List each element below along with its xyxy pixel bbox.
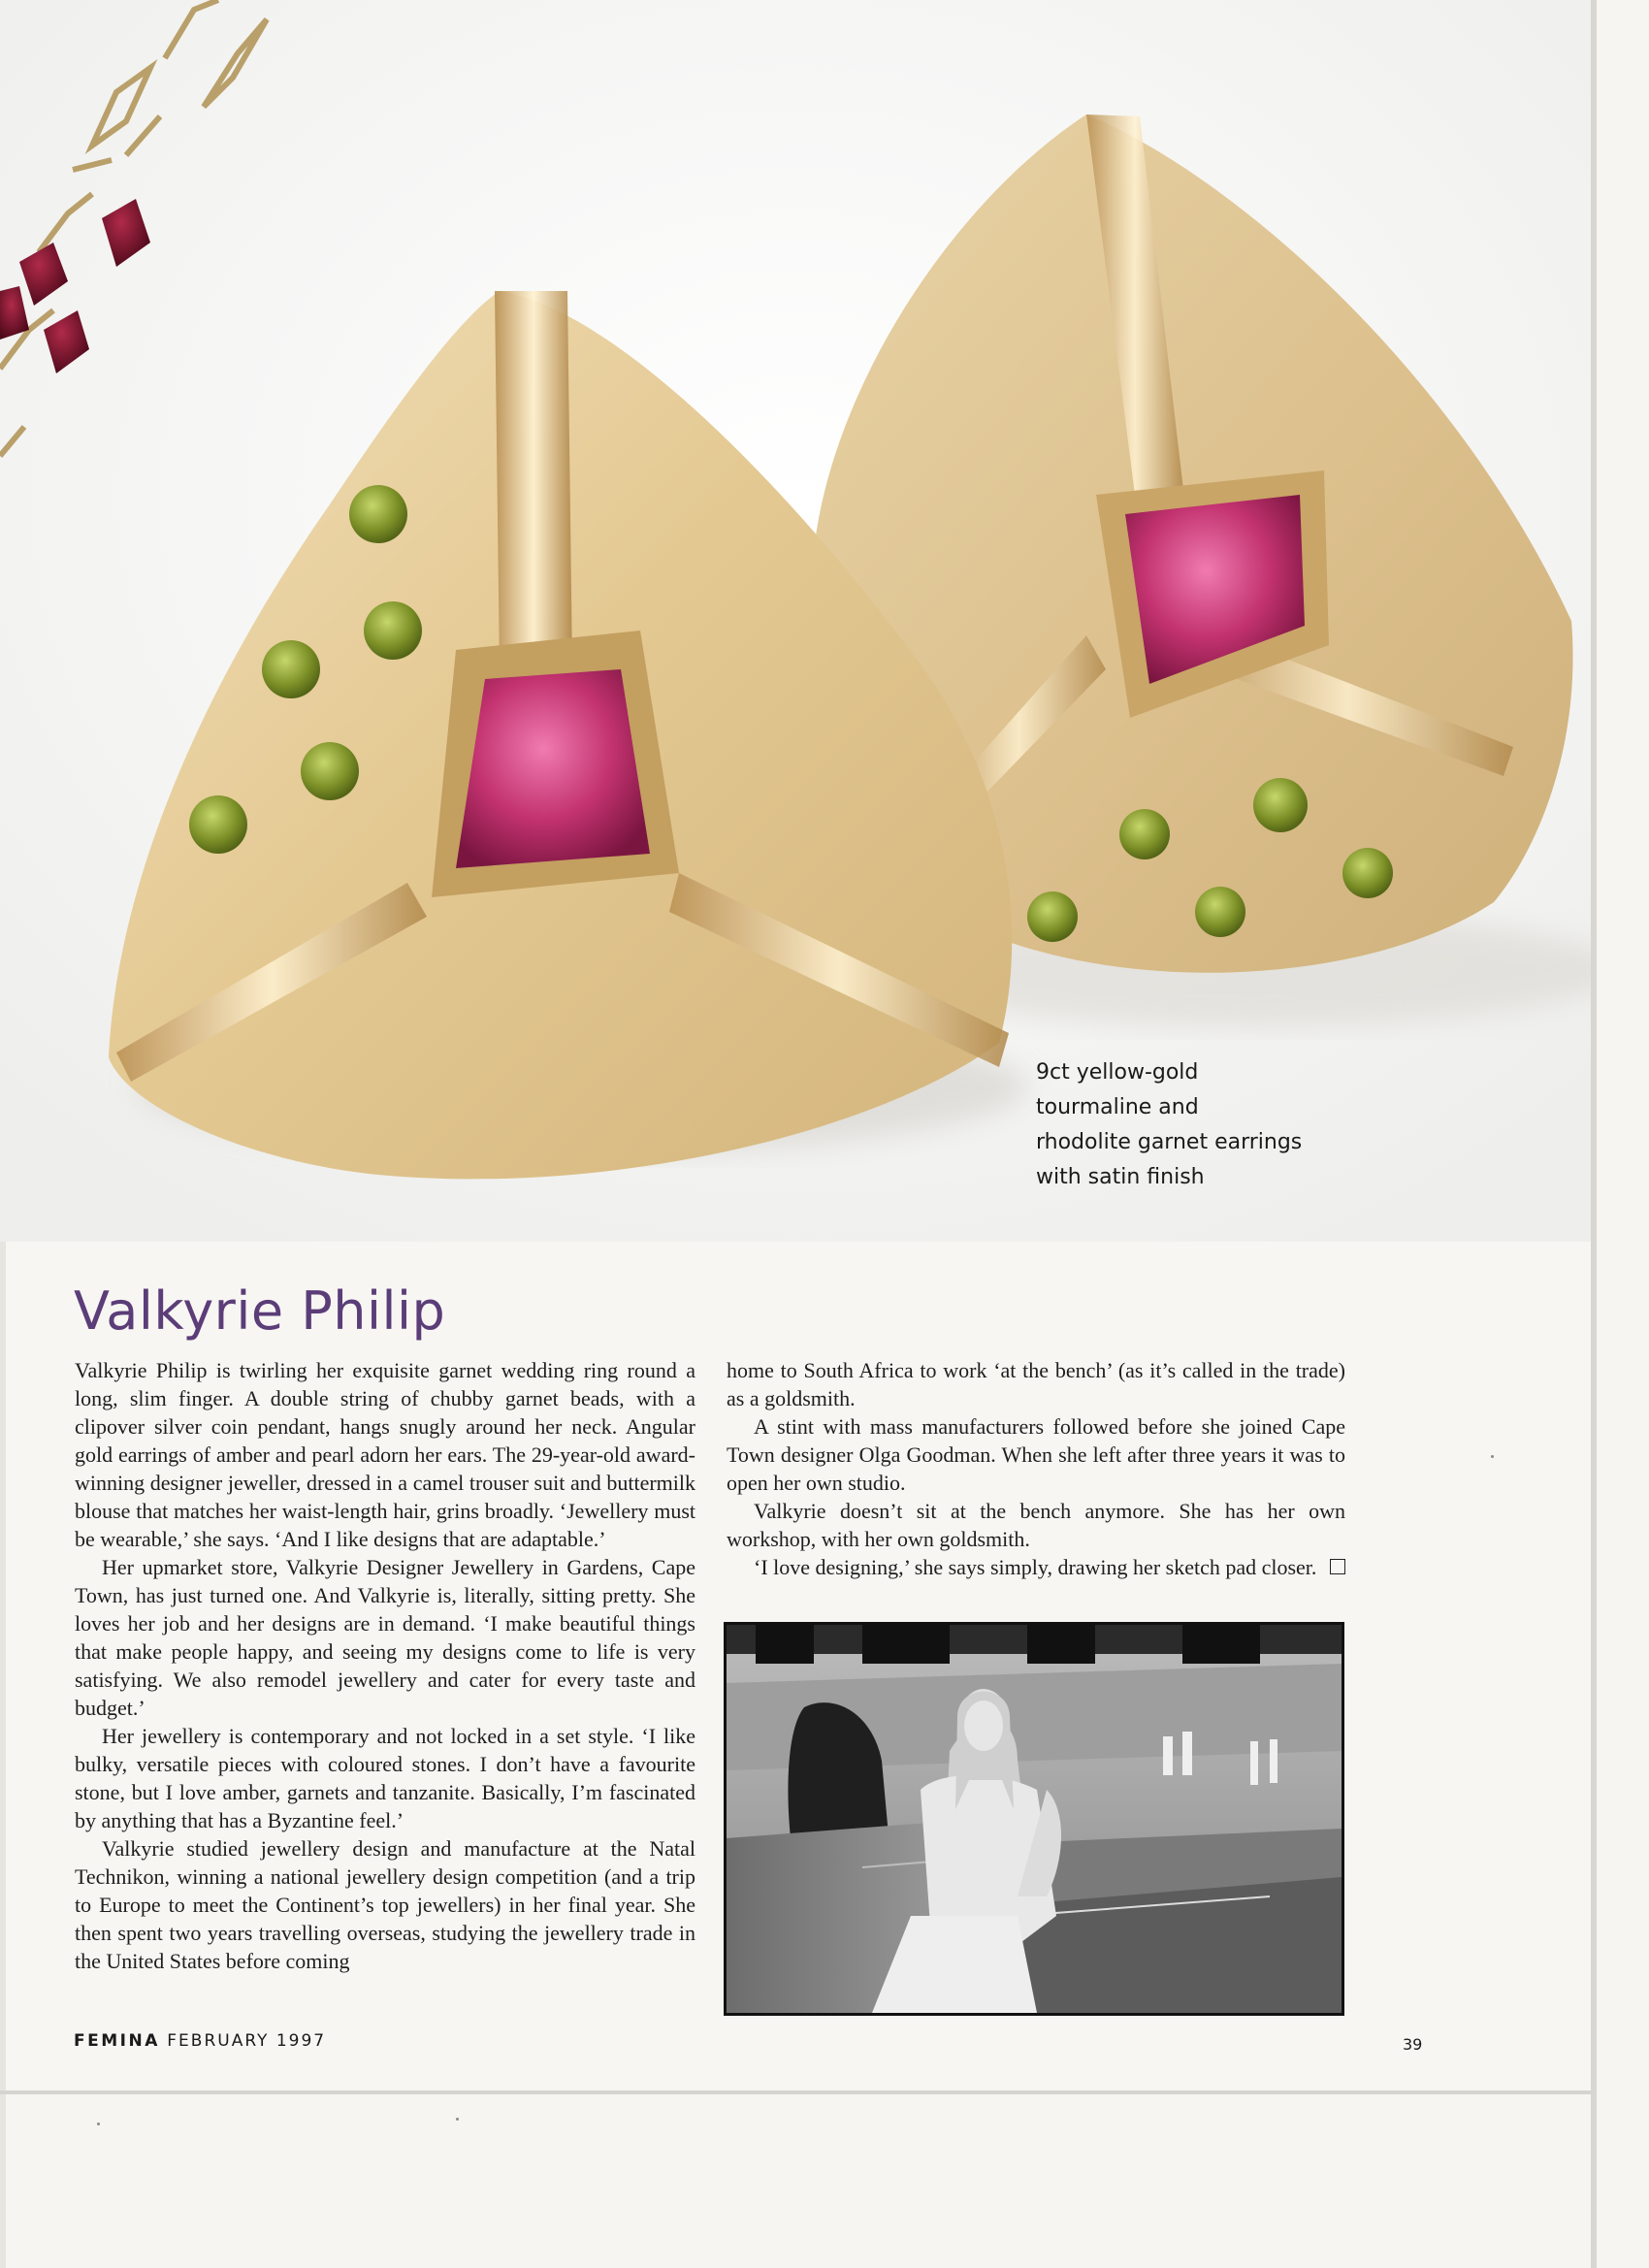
- article-paragraph-last: [727, 1553, 1345, 1581]
- magazine-name: FEMINA: [74, 2031, 160, 2051]
- article-column-right: [727, 1356, 1345, 1581]
- scan-speck: [1491, 1455, 1494, 1458]
- portrait-image: [727, 1625, 1342, 2013]
- caption-line: tourmaline and: [1036, 1095, 1199, 1119]
- issue-date: FEBRUARY 1997: [167, 2031, 327, 2051]
- scan-bottom-edge: [0, 2090, 1591, 2094]
- article-headline: Valkyrie Philip: [74, 1280, 446, 1342]
- end-mark-icon: [1330, 1559, 1345, 1574]
- article-paragraph: Her jewellery is contemporary and not locked in a set style. ‘I like bulky, versatile pieces with coloured stones. I don’t have a favourite stone, but I love amber, garnets and tanzanite. Basically, I’m fascinated by anything that has a Byzantine feel.’: [75, 1724, 695, 1832]
- caption-line: rhodolite garnet earrings: [1036, 1130, 1303, 1154]
- article-paragraph: Valkyrie Philip is twirling her exquisite garnet wedding ring round a long, slim finger. A double string of chubby garnet beads, with a clipover silver coin pendant, hangs snugly around her neck. Angular gold earrings of amber and pearl adorn her ears. The 29-year-old award-winning designer jeweller, dressed in a camel trouser suit and buttermilk blouse that matches her waist-length hair, grins broadly. ‘Jewellery must be wearable,’ she says. ‘And I like designs that are adaptable.’: [75, 1358, 695, 1551]
- caption-line: with satin finish: [1036, 1165, 1205, 1189]
- article-paragraph: Valkyrie doesn’t sit at the bench anymore. She has her own workshop, with her own goldsmith.: [727, 1499, 1345, 1551]
- article-paragraph-text: ‘I love designing,’ she says simply, drawing her sketch pad closer.: [754, 1555, 1317, 1579]
- folio-line: [74, 2031, 326, 2051]
- designer-portrait-photo: [724, 1622, 1344, 2016]
- scan-right-edge: [1591, 0, 1597, 2268]
- photo-caption: [1036, 1055, 1356, 1195]
- page-number: 39: [1403, 2035, 1423, 2054]
- article-paragraph: Her upmarket store, Valkyrie Designer Jewellery in Gardens, Cape Town, has just turned one. And Valkyrie is, literally, sitting pretty. She loves her job and her designs are in demand. ‘I make beautiful things that make people happy, and seeing my designs come to life is very satisfying. We also remodel jewellery and cater for every taste and budget.’: [75, 1555, 695, 1720]
- article-column-left: [75, 1356, 695, 1975]
- scan-speck: [97, 2122, 100, 2125]
- article-paragraph: Valkyrie studied jewellery design and manufacture at the Natal Technikon, winning a national jewellery design competition (and a trip to Europe to meet the Continent’s top jewellers) in her final year. She then spent two years travelling overseas, studying the jewellery trade in the United States before coming: [75, 1836, 695, 1973]
- caption-line: 9ct yellow-gold: [1036, 1060, 1199, 1085]
- article-paragraph: A stint with mass manufacturers followed before she joined Cape Town designer Olga Goodman. When she left after three years it was to open her own studio.: [727, 1414, 1345, 1495]
- article-paragraph: home to South Africa to work ‘at the bench’ (as it’s called in the trade) as a goldsmith.: [727, 1358, 1345, 1410]
- scan-speck: [456, 2118, 459, 2121]
